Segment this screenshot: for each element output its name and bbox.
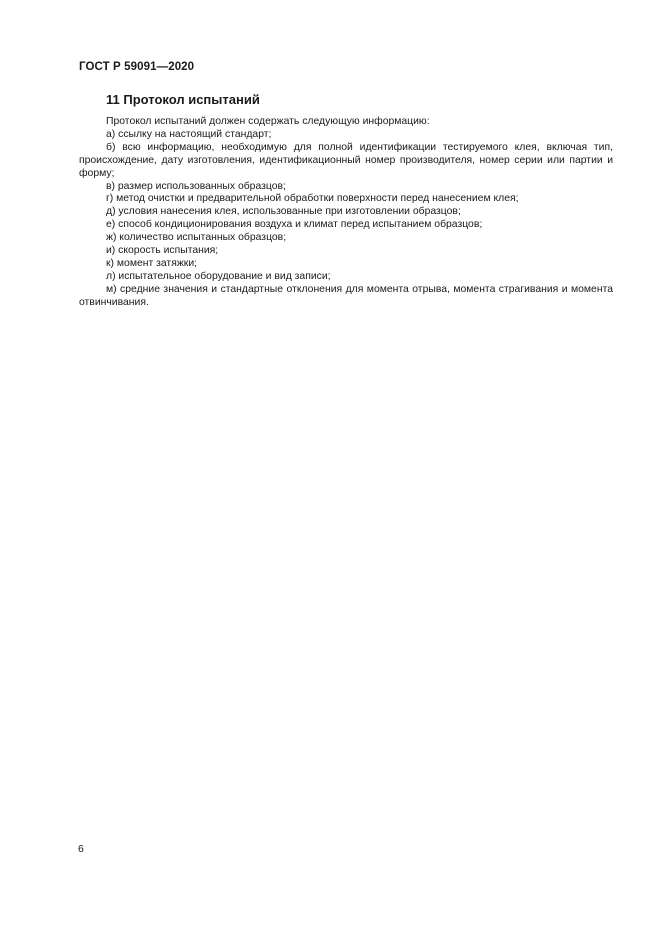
list-item-e: е) способ кондиционирования воздуха и климат перед испытанием образцов; (106, 219, 483, 231)
intro-paragraph: Протокол испытаний должен содержать следующую информацию: (106, 116, 430, 127)
section-title: 11 Протокол испытаний (106, 92, 260, 107)
list-item-l: л) испытательное оборудование и вид записи; (106, 270, 331, 282)
list-item-b: б) всю информацию, необходимую для полной идентификации тестируемого клея, включая тип, происхождение, дату изготовления, идентификационный номер производителя, номер серии или партии и форму; (79, 141, 613, 179)
list-item-i: и) скорость испытания; (106, 245, 219, 257)
list-item-zh: ж) количество испытанных образцов; (106, 232, 287, 244)
document-header: ГОСТ Р 59091—2020 (79, 61, 195, 73)
list-item-k: к) момент затяжки; (106, 257, 198, 269)
list-item-a: а) ссылку на настоящий стандарт; (106, 128, 272, 140)
list-item-d: д) условия нанесения клея, использованные при изготовлении образцов; (106, 206, 461, 218)
list-item-m: м) средние значения и стандартные отклонения для момента отрыва, момента страгивания и момента отвинчивания. (79, 283, 613, 308)
list-item-g: г) метод очистки и предварительной обработки поверхности перед нанесением клея; (106, 193, 519, 205)
section-body (79, 116, 613, 310)
list-item-v: в) размер использованных образцов; (106, 180, 286, 192)
page-number: 6 (78, 844, 84, 855)
